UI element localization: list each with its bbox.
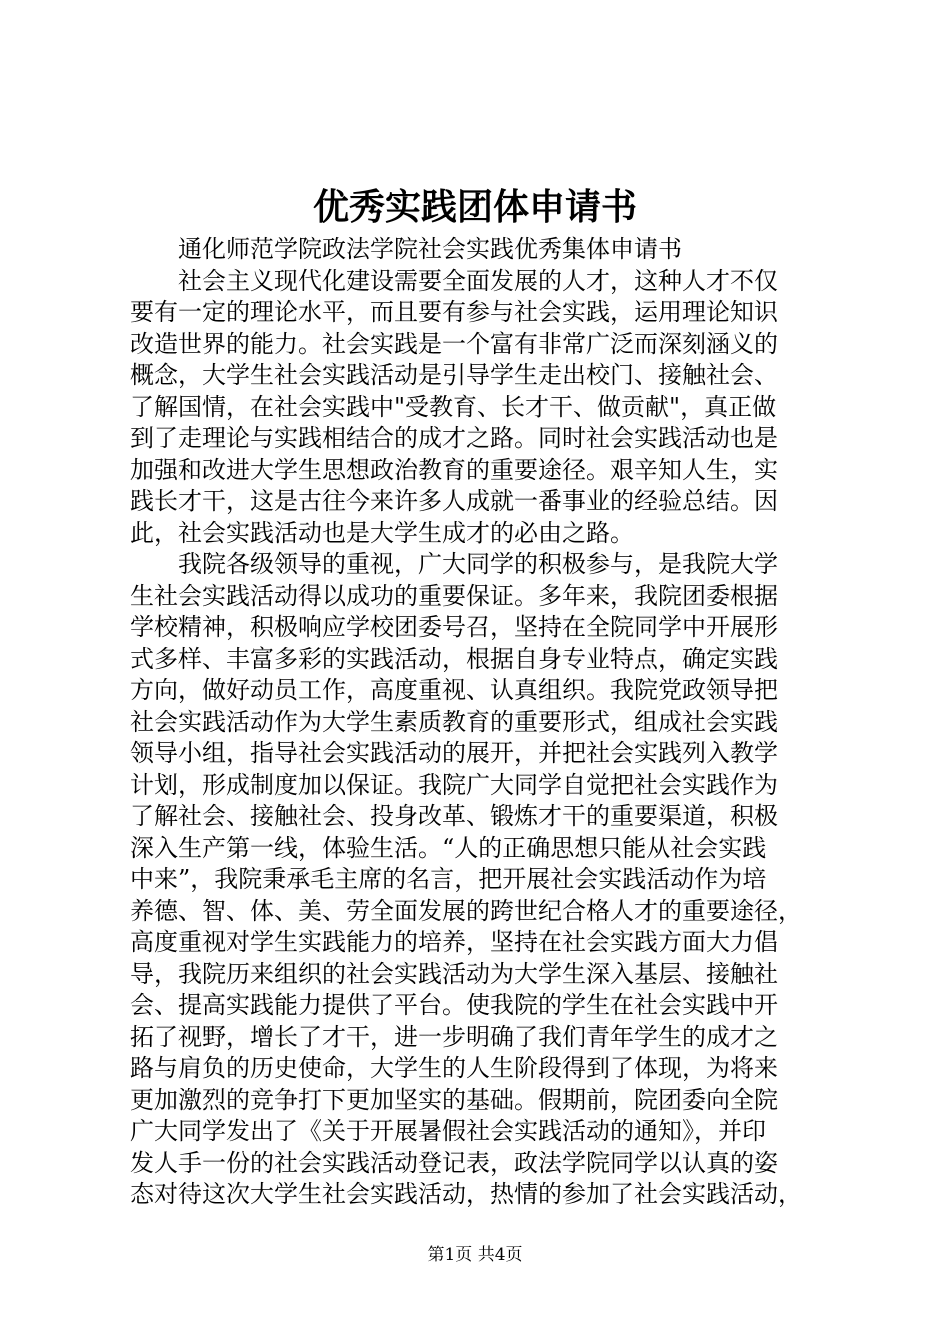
body-line: 态对待这次大学生社会实践活动，热情的参加了社会实践活动，	[130, 1180, 802, 1208]
body-line: 拓了视野，增长了才干，进一步明确了我们青年学生的成才之	[130, 1022, 778, 1051]
body-line: 领导小组，指导社会实践活动的展开，并把社会实践列入教学	[130, 739, 778, 767]
body-line: 发人手一份的社会实践活动登记表，政法学院同学以认真的姿	[130, 1148, 778, 1177]
body-line: 概念，大学生社会实践活动是引导学生走出校门、接触社会、	[130, 361, 778, 389]
body-line: 社会实践活动作为大学生素质教育的重要形式，组成社会实践	[130, 707, 778, 736]
body-line: 会、提高实践能力提供了平台。使我院的学生在社会实践中开	[130, 991, 778, 1019]
body-line: 践长才干，这是古往今来许多人成就一番事业的经验总结。因	[130, 487, 778, 515]
document-title: 优秀实践团体申请书	[312, 186, 637, 228]
page-footer: 第1页 共4页	[427, 1245, 523, 1265]
body-line: 广大同学发出了《关于开展暑假社会实践活动的通知》，并印	[130, 1117, 766, 1145]
body-line: 导，我院历来组织的社会实践活动为大学生深入基层、接触社	[130, 959, 778, 988]
body-line: 要有一定的理论水平，而且要有参与社会实践，运用理论知识	[130, 298, 778, 326]
body-line: 中来”，我院秉承毛主席的名言，把开展社会实践活动作为培	[130, 865, 767, 893]
body-line: 改造世界的能力。社会实践是一个富有非常广泛而深刻涵义的	[130, 329, 778, 358]
document-body	[130, 234, 830, 1211]
body-line: 生社会实践活动得以成功的重要保证。多年来，我院团委根据	[130, 581, 778, 610]
body-line: 加强和改进大学生思想政治教育的重要途径。艰辛知人生，实	[130, 455, 778, 484]
body-line: 计划，形成制度加以保证。我院广大同学自觉把社会实践作为	[130, 770, 778, 799]
body-line: 此，社会实践活动也是大学生成才的必由之路。	[130, 518, 634, 547]
body-line: 通化师范学院政法学院社会实践优秀集体申请书	[130, 235, 682, 263]
body-line: 式多样、丰富多彩的实践活动，根据自身专业特点，确定实践	[130, 644, 778, 673]
body-line: 学校精神，积极响应学校团委号召，坚持在全院同学中开展形	[130, 613, 778, 641]
body-line: 社会主义现代化建设需要全面发展的人才，这种人才不仅	[130, 266, 778, 295]
body-line: 方向，做好动员工作，高度重视、认真组织。我院党政领导把	[130, 676, 778, 704]
body-line: 路与肩负的历史使命，大学生的人生阶段得到了体现，为将来	[130, 1054, 778, 1082]
body-line: 深入生产第一线，体验生活。“人的正确思想只能从社会实践	[130, 833, 767, 862]
body-line: 了解国情，在社会实践中"受教育、长才干、做贡献"，真正做	[130, 392, 777, 421]
body-line: 到了走理论与实践相结合的成才之路。同时社会实践活动也是	[130, 424, 778, 452]
body-line: 了解社会、接触社会、投身改革、锻炼才干的重要渠道，积极	[130, 802, 778, 830]
body-line: 我院各级领导的重视，广大同学的积极参与，是我院大学	[130, 550, 778, 578]
body-line: 高度重视对学生实践能力的培养，坚持在社会实践方面大力倡	[130, 928, 778, 956]
body-line: 更加激烈的竞争打下更加坚实的基础。假期前，院团委向全院	[130, 1085, 778, 1114]
body-line: 养德、智、体、美、劳全面发展的跨世纪合格人才的重要途径，	[130, 896, 802, 925]
